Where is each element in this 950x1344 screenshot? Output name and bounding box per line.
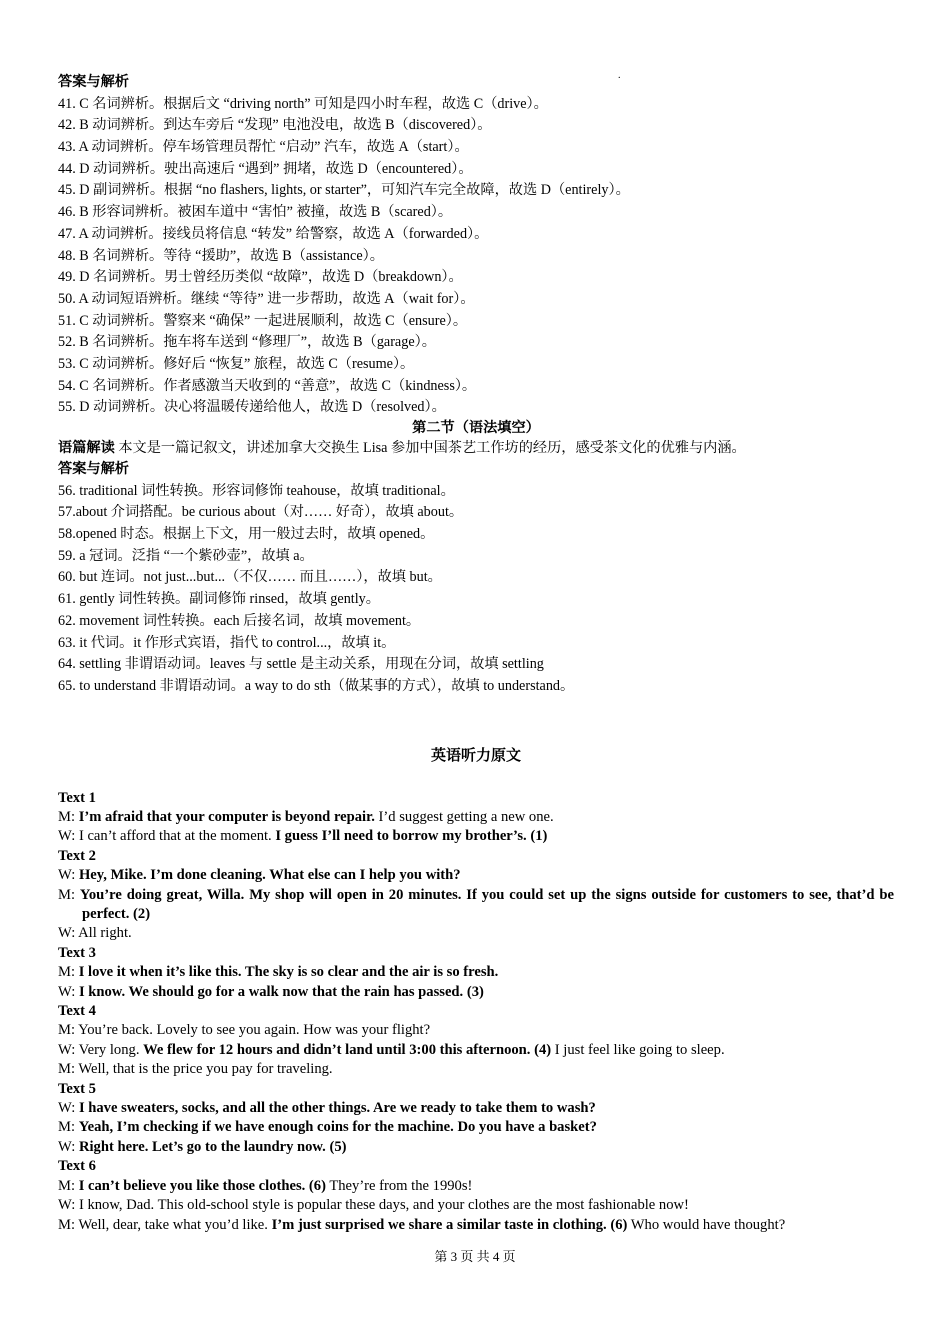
dialogue-line xyxy=(58,1138,894,1157)
text-heading: Text 6 xyxy=(58,1158,96,1175)
answer-item: 62. movement 词性转换。each 后接名词，故填 movement。 xyxy=(58,612,421,629)
document-page xyxy=(58,72,894,1235)
dialogue-line xyxy=(58,1216,894,1235)
speaker-label: W: xyxy=(58,1197,79,1214)
bold-text: Hey, Mike. I’m done cleaning. What else can I help you with? xyxy=(78,867,461,884)
text-heading: Text 5 xyxy=(58,1080,96,1097)
section2-answer-list xyxy=(58,481,894,698)
plain-text: All right. xyxy=(78,925,132,942)
dialogue-line xyxy=(58,963,894,982)
speaker-label: M: xyxy=(58,1119,79,1136)
summary-text: 本文是一篇记叙文，讲述加拿大交换生 Lisa 参加中国茶艺工作坊的经历，感受茶文化的优雅与内涵。 xyxy=(114,440,746,456)
plain-text: You’re back. Lovely to see you again. How was your flight? xyxy=(78,1022,431,1039)
answer-item: 58.opened 时态。根据上下文，用一般过去时，故填 opened。 xyxy=(58,526,435,543)
speaker-label: W: xyxy=(58,1041,79,1058)
bold-text: I have sweaters, socks, and all the other things. Are we ready to take them to wash? xyxy=(78,1100,596,1117)
speaker-label: W: xyxy=(58,828,79,845)
answers-heading: 答案与解析 xyxy=(58,74,129,90)
text-heading: Text 1 xyxy=(58,789,96,806)
speaker-label: M: xyxy=(58,886,80,903)
answer-item: 48. B 名词辨析。等待 “援助”，故选 B（assistance）。 xyxy=(58,247,384,264)
bold-text: Yeah, I’m checking if we have enough coins for the machine. Do you have a basket? xyxy=(78,1119,597,1136)
bold-text: I know. We should go for a walk now that the rain has passed. (3) xyxy=(78,983,484,1000)
speaker-label: M: xyxy=(58,808,79,825)
speaker-label: W: xyxy=(58,925,79,942)
dialogue-line xyxy=(58,1041,894,1060)
plain-text: Very long. xyxy=(78,1041,144,1058)
answer-item: 63. it 代词。it 作形式宾语，指代 to control...，故填 it。 xyxy=(58,634,396,651)
speaker-label: M: xyxy=(58,1022,79,1039)
speaker-label: M: xyxy=(58,1061,79,1078)
bold-text: You’re doing great, Willa. My shop will open in 20 minutes. If you could set up the signs outside for customers to see, that’d be perfect. (2) xyxy=(79,886,894,922)
passage-summary xyxy=(58,438,894,459)
answer-item: 51. C 动词辨析。警察来 “确保” 一起进展顺利，故选 C（ensure）。 xyxy=(58,312,468,329)
bold-text: I’m afraid that your computer is beyond repair. xyxy=(78,808,375,825)
speaker-label: W: xyxy=(58,1138,79,1155)
dialogue-line xyxy=(58,827,894,846)
bold-text: I’m just surprised we share a similar taste in clothing. (6) xyxy=(271,1216,628,1233)
listening-transcript xyxy=(58,789,894,1235)
answer-item: 52. B 名词辨析。拖车将车送到 “修理厂”，故选 B（garage）。 xyxy=(58,334,436,351)
speaker-label: W: xyxy=(58,983,79,1000)
answer-item: 46. B 形容词辨析。被困车道中 “害怕” 被撞，故选 B（scared）。 xyxy=(58,204,453,221)
plain-text: Well, that is the price you pay for traveling. xyxy=(78,1061,333,1078)
text-heading: Text 4 xyxy=(58,1003,96,1020)
speaker-label: W: xyxy=(58,867,79,884)
plain-text: I know, Dad. This old-school style is popular these days, and your clothes are the most fashionable now! xyxy=(78,1197,689,1214)
answer-item: 60. but 连词。not just...but...（不仅…… 而且……），故填 but。 xyxy=(58,569,442,586)
dialogue-line xyxy=(58,1196,894,1215)
answer-item: 50. A 动词短语辨析。继续 “等待” 进一步帮助，故选 A（wait for）。 xyxy=(58,290,475,307)
plain-text: Who would have thought? xyxy=(627,1216,786,1233)
answer-item: 49. D 名词辨析。男士曾经历类似 “故障”，故选 D（breakdown）。 xyxy=(58,269,463,286)
corner-mark: . xyxy=(618,70,621,81)
bold-text: Right here. Let’s go to the laundry now. (5) xyxy=(78,1138,347,1155)
answer-item: 55. D 动词辨析。决心将温暖传递给他人，故选 D（resolved）。 xyxy=(58,399,446,416)
plain-text: I’d suggest getting a new one. xyxy=(374,808,554,825)
speaker-label: M: xyxy=(58,1177,79,1194)
bold-text: I guess I’ll need to borrow my brother’s. (1) xyxy=(275,828,548,845)
dialogue-line xyxy=(58,924,894,943)
listening-title: 英语听力原文 xyxy=(430,747,521,764)
answer-item: 43. A 动词辨析。停车场管理员帮忙 “启动” 汽车，故选 A（start）。 xyxy=(58,139,469,156)
speaker-label: M: xyxy=(58,1216,79,1233)
answer-item: 54. C 名词辨析。作者感激当天收到的 “善意”，故选 C（kindness）。 xyxy=(58,377,477,394)
answer-item: 61. gently 词性转换。副词修饰 rinsed，故填 gently。 xyxy=(58,591,380,608)
dialogue-line xyxy=(58,1021,894,1040)
dialogue-line xyxy=(58,1060,894,1079)
plain-text: I just feel like going to sleep. xyxy=(551,1041,725,1058)
answer-item: 45. D 副词辨析。根据 “no flashers, lights, or starter”，可知汽车完全故障，故选 D（entirely）。 xyxy=(58,182,630,199)
dialogue-line xyxy=(58,866,894,885)
dialogue-line xyxy=(58,886,894,925)
answer-item: 47. A 动词辨析。接线员将信息 “转发” 给警察，故选 A（forwarded）。 xyxy=(58,225,489,242)
bold-text: I can’t believe you like those clothes. (6) xyxy=(78,1177,326,1194)
dialogue-line xyxy=(58,808,894,827)
summary-label: 语篇解读 xyxy=(58,440,115,456)
answer-item: 42. B 动词辨析。到达车旁后 “发现” 电池没电，故选 B（discovered）。 xyxy=(58,117,492,134)
answer-item: 57.about 介词搭配。be curious about（对…… 好奇），故填 about。 xyxy=(58,504,464,521)
answer-item: 64. settling 非谓语动词。leaves 与 settle 是主动关系，用现在分词，故填 settling xyxy=(58,656,544,673)
section2-title: 第二节（语法填空） xyxy=(412,420,540,436)
answer-item: 59. a 冠词。泛指 “一个紫砂壶”，故填 a。 xyxy=(58,547,314,564)
dialogue-line xyxy=(58,1118,894,1137)
page-footer: 第 3 页 共 4 页 xyxy=(434,1249,516,1264)
answer-item: 53. C 动词辨析。修好后 “恢复” 旅程，故选 C（resume）。 xyxy=(58,355,415,372)
bold-text: We flew for 12 hours and didn’t land until 3:00 this afternoon. (4) xyxy=(143,1041,552,1058)
speaker-label: M: xyxy=(58,964,79,981)
bold-text: I love it when it’s like this. The sky is so clear and the air is so fresh. xyxy=(78,964,499,981)
text-heading: Text 2 xyxy=(58,847,96,864)
plain-text: Well, dear, take what you’d like. xyxy=(78,1216,272,1233)
plain-text: They’re from the 1990s! xyxy=(325,1177,473,1194)
answers-heading-2: 答案与解析 xyxy=(58,461,129,477)
dialogue-line xyxy=(58,1177,894,1196)
section1-answer-list xyxy=(58,94,894,419)
plain-text: I can’t afford that at the moment. xyxy=(78,828,276,845)
dialogue-line xyxy=(58,983,894,1002)
answer-item: 41. C 名词辨析。根据后文 “driving north” 可知是四小时车程，故选 C（drive）。 xyxy=(58,95,548,112)
answer-item: 44. D 动词辨析。驶出高速后 “遇到” 拥堵，故选 D（encountered）。 xyxy=(58,160,473,177)
answer-item: 65. to understand 非谓语动词。a way to do sth（做某事的方式），故填 to understand。 xyxy=(58,677,575,694)
text-heading: Text 3 xyxy=(58,944,96,961)
speaker-label: W: xyxy=(58,1100,79,1117)
dialogue-line xyxy=(58,1099,894,1118)
answer-item: 56. traditional 词性转换。形容词修饰 teahouse，故填 traditional。 xyxy=(58,482,455,499)
